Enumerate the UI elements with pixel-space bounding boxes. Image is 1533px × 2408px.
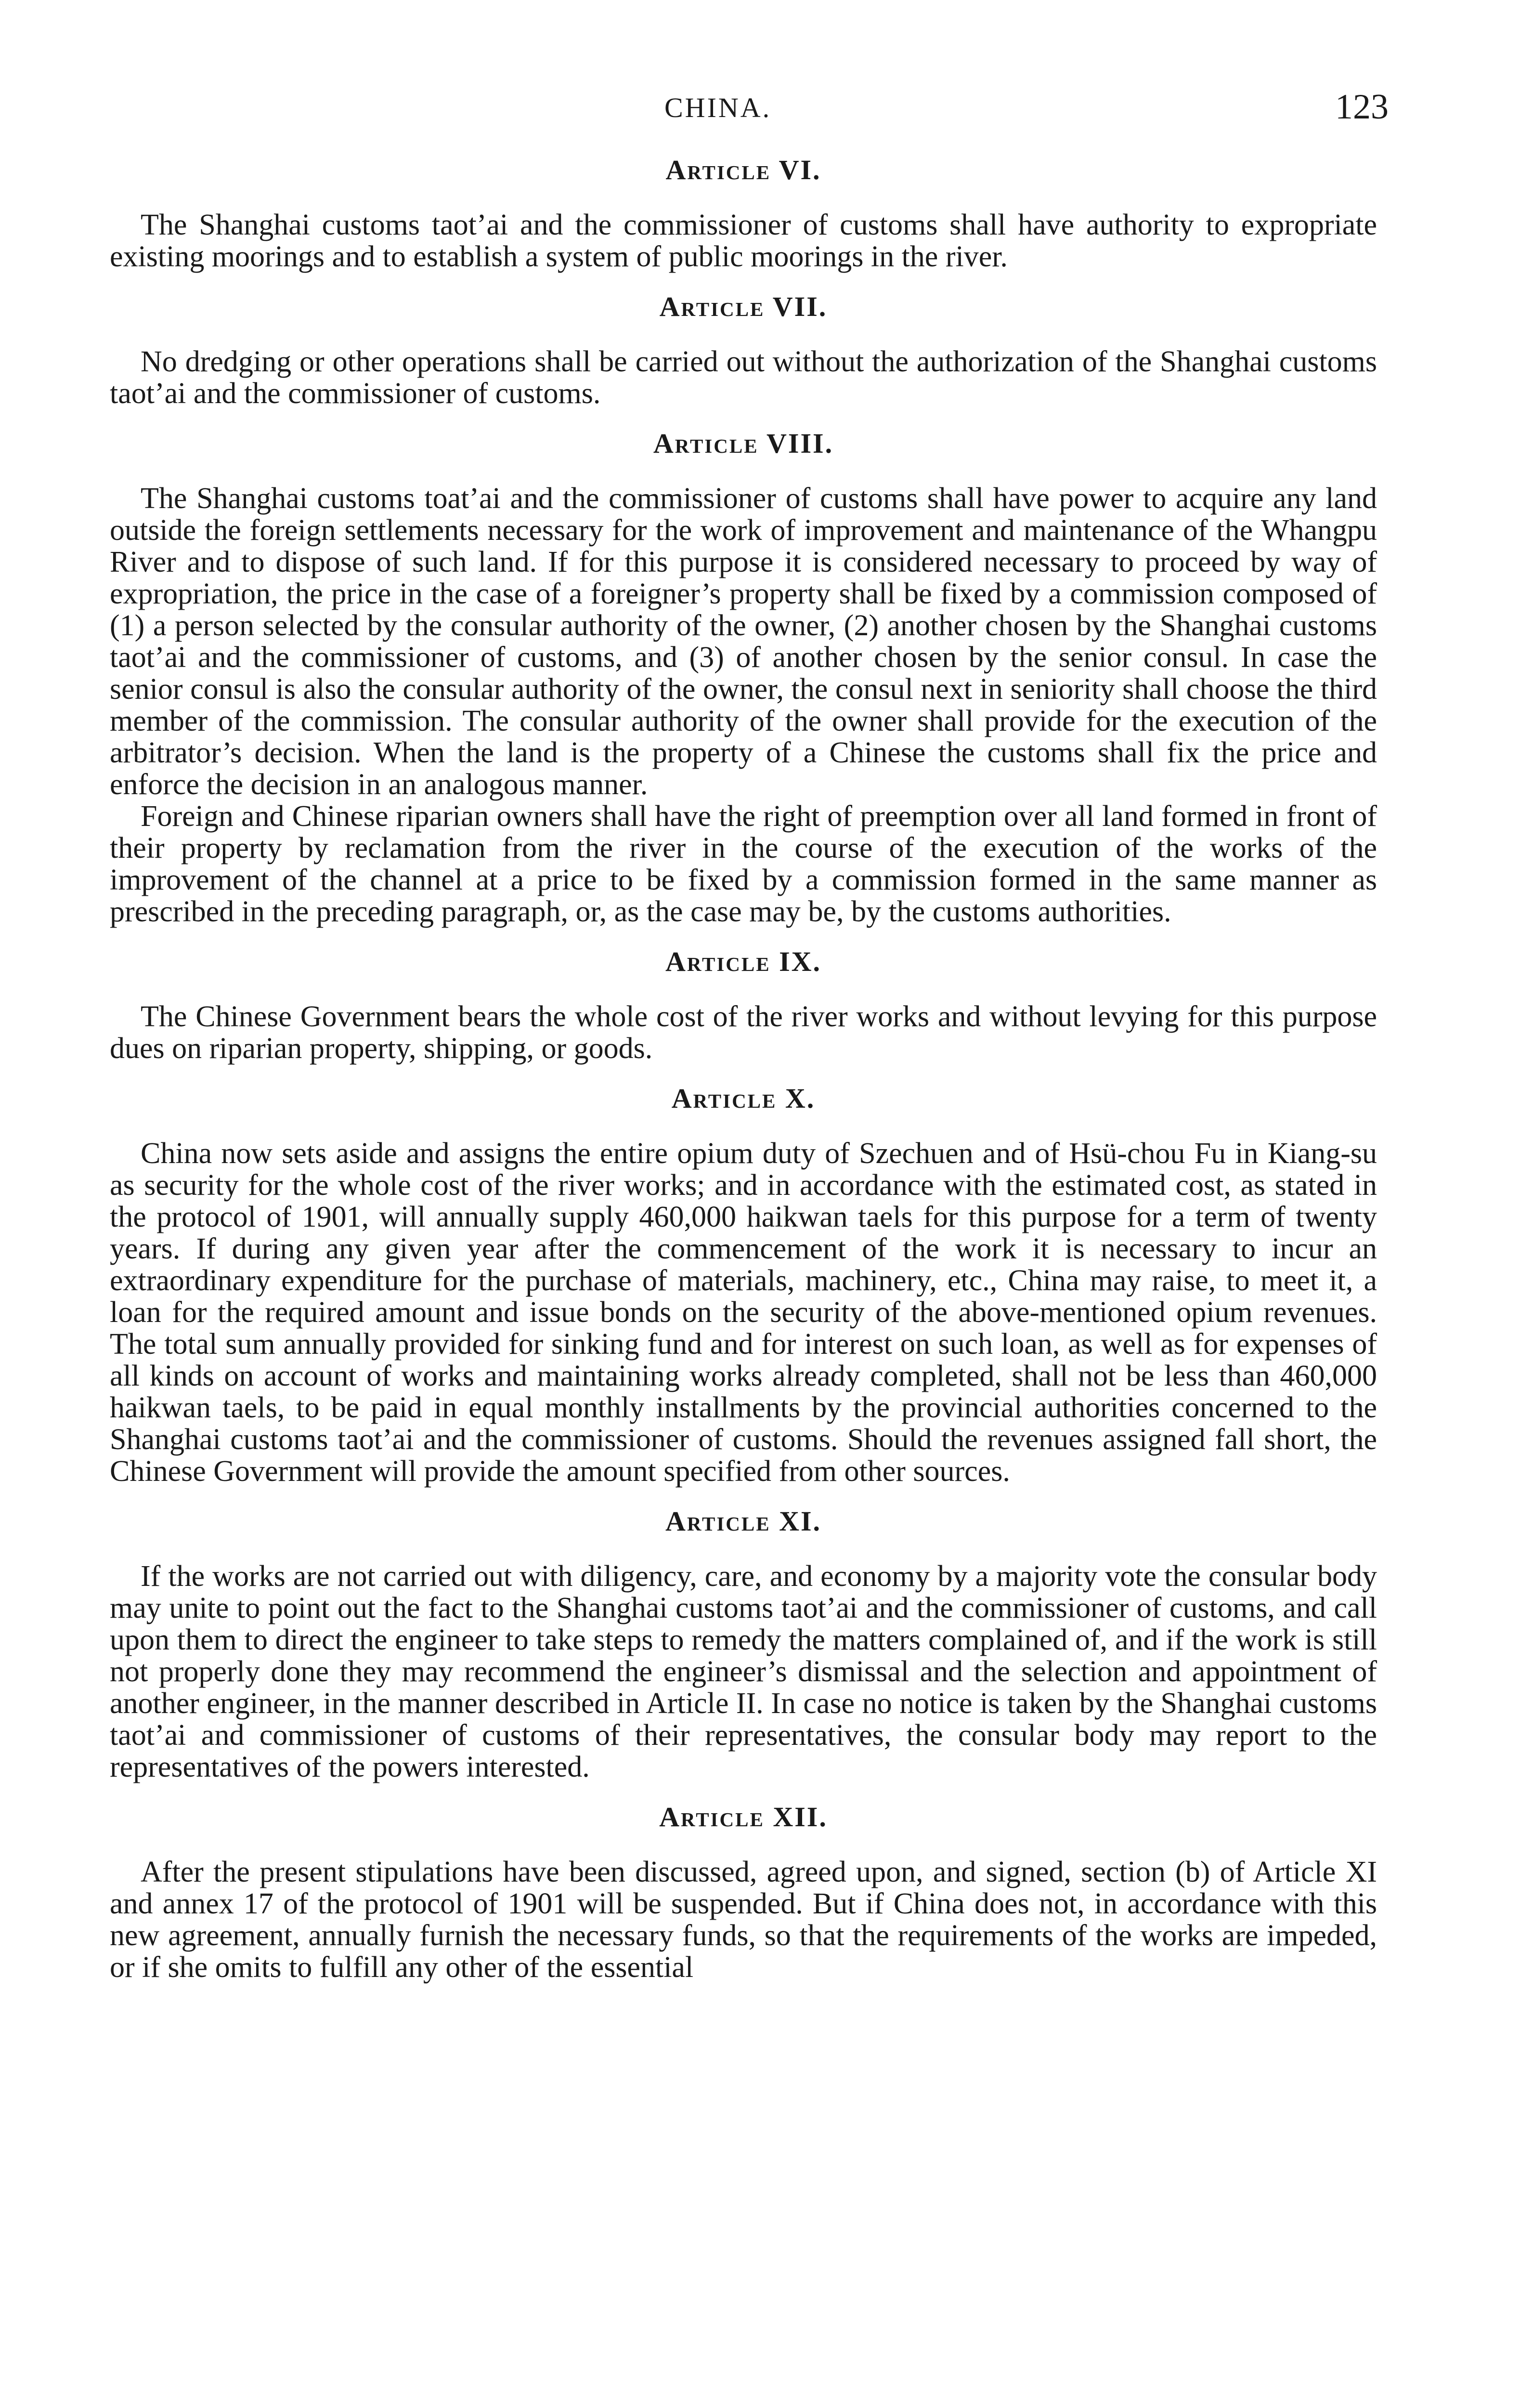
article-heading-x: Article X. <box>671 1083 816 1114</box>
article-viii-paragraph-1: The Shanghai customs toat’ai and the commissioner of customs shall have power to acquire any land outside the foreign settlements necessary for the work of improvement and maintenance of the Whangpu River and to dispose of such land. If for this purpose it is considered necessary to proceed by way of expropriation, the price in the case of a foreigner’s property shall be fixed by a commission composed of (1) a person selected by the consular authority of the owner, (2) another chosen by the Shanghai customs taot’ai and the commissioner of customs, and (3) of another chosen by the senior consul. In case the senior consul is also the consular authority of the owner, the consul next in seniority shall choose the third member of the commission. The consular authority of the owner shall provide for the execution of the arbitrator’s decision. When the land is the property of a Chinese the customs shall fix the price and enforce the decision in an analogous manner. <box>110 482 1377 801</box>
page-number: 123 <box>1335 87 1389 127</box>
article-ix-paragraph: The Chinese Government bears the whole cost of the river works and without levying for this purpose dues on riparian property, shipping, or goods. <box>110 1000 1377 1065</box>
article-viii-paragraph-2: Foreign and Chinese riparian owners shall have the right of preemption over all land formed in front of their property by reclamation from the river in the course of the execution of the works of the improvement of the channel at a price to be fixed by a commission formed in the same manner as prescribed in the preceding paragraph, or, as the case may be, by the customs authorities. <box>110 800 1377 928</box>
article-heading-xi: Article XI. <box>665 1505 822 1537</box>
article-vii-paragraph: No dredging or other operations shall be carried out without the authorization of the Shanghai customs taot’ai and the commissioner of customs. <box>110 345 1377 410</box>
article-vi-paragraph: The Shanghai customs taot’ai and the commissioner of customs shall have authority to expropriate existing moorings and to establish a system of public moorings in the river. <box>110 209 1377 273</box>
article-xi-paragraph: If the works are not carried out with diligency, care, and economy by a majority vote the consular body may unite to point out the fact to the Shanghai customs taot’ai and the commissioner of customs, and call upon them to direct the engineer to take steps to remedy the matters complained of, and if the work is still not properly done they may recommend the engineer’s dismissal and the selection and appointment of another engineer, in the manner described in Article II. In case no notice is taken by the Shanghai customs taot’ai and commissioner of customs of their representatives, the consular body may report to the representatives of the powers interested. <box>110 1560 1377 1783</box>
article-heading-xii: Article XII. <box>659 1801 828 1832</box>
article-heading-viii: Article VIII. <box>653 428 834 459</box>
article-heading-vii: Article VII. <box>659 291 828 322</box>
article-x-paragraph: China now sets aside and assigns the entire opium duty of Szechuen and of Hsü-chou Fu in Kiang-su as security for the whole cost of the river works; and in accordance with the estimated cost, as stated in the protocol of 1901, will annually supply 460,000 haikwan taels for this purpose for a term of twenty years. If during any given year after the commencement of the work it is necessary to incur an extraordinary expenditure for the purchase of materials, machinery, etc., China may raise, to meet it, a loan for the required amount and issue bonds on the security of the above-mentioned opium revenues. The total sum annually provided for sinking fund and for interest on such loan, as well as for expenses of all kinds on account of works and maintaining works already completed, shall not be less than 460,000 haikwan taels, to be paid in equal monthly installments by the provincial authorities concerned to the Shanghai customs taot’ai and the commissioner of customs. Should the revenues assigned fall short, the Chinese Government will provide the amount specified from other sources. <box>110 1137 1377 1488</box>
running-head-title: CHINA. <box>664 92 772 123</box>
running-head <box>0 87 1533 130</box>
article-heading-ix: Article IX. <box>665 946 822 977</box>
body-text <box>110 154 1377 1983</box>
article-xii-paragraph: After the present stipulations have been discussed, agreed upon, and signed, section (b) of Article XI and annex 17 of the protocol of 1901 will be suspended. But if China does not, in accordance with this new agreement, annually furnish the necessary funds, so that the requirements of the works are impeded, or if she omits to fulfill any other of the essential <box>110 1856 1377 1984</box>
article-heading-vi: Article VI. <box>665 154 821 185</box>
